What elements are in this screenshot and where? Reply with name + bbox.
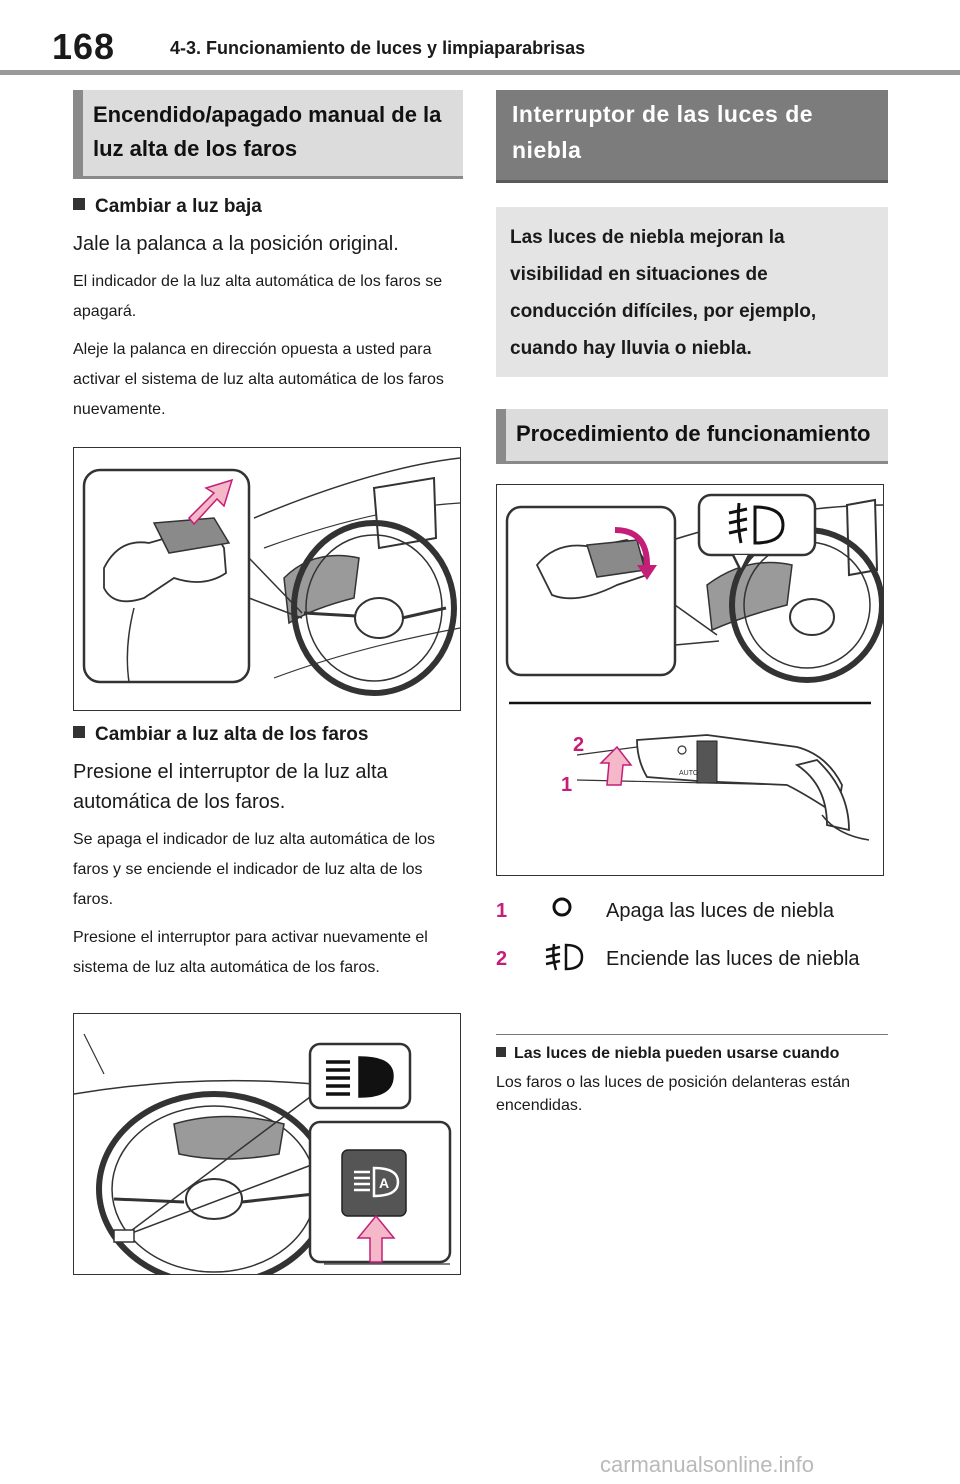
legend-number: 1 [496,900,508,922]
chapter-title: 4-3. Funcionamiento de luces y limpiaparabrisas [170,38,586,58]
paragraph-low-beam-2: Aleje la palanca en dirección opuesta a usted para activar el sistema de luz alta automática de los faros nuevamente. [73,341,444,418]
svg-text:A: A [379,1175,390,1191]
left-column [73,90,463,1275]
note-body: Los faros o las luces de posición delanteras están encendidas. [496,1074,850,1114]
note-divider [496,1034,888,1035]
right-column [496,90,888,1117]
legend-number: 2 [496,948,508,970]
svg-text:AUTO: AUTO [679,770,699,777]
legend-item-2 [496,938,888,982]
fog-light-icon [540,940,586,983]
figure-lever-pull [73,447,461,711]
instruction-low-beam: Jale la palanca a la posición original. [73,233,399,255]
square-bullet-icon [73,726,85,738]
figure-auto-high-beam-switch [73,1013,461,1275]
paragraph-high-beam-1: Se apaga el indicador de luz alta automática de los faros y se enciende el indicador de luz alta de los faros. [73,831,436,908]
page-number: 168 [52,26,116,67]
paragraph-low-beam-1: El indicador de la luz alta automática de los faros se apagará. [73,273,443,320]
square-bullet-icon [73,198,85,210]
legend-list [496,890,888,982]
instruction-high-beam: Presione el interruptor de la luz alta automática de los faros. [73,761,388,813]
page-header [0,0,960,76]
figure-fog-switch [496,484,884,876]
section-heading-procedure: Procedimiento de funcionamiento [496,409,888,464]
section-heading-high-beam: Encendido/apagado manual de la luz alta de los faros [73,90,463,179]
lever-pull-illustration [74,448,460,710]
subheading-high-beam: Cambiar a luz alta de los faros [73,721,463,749]
watermark: carmanualsonline.info [600,1452,815,1477]
fog-switch-illustration [497,485,883,875]
header-rule [0,70,960,75]
note-heading: Las luces de niebla pueden usarse cuando [496,1043,888,1065]
subheading-low-beam: Cambiar a luz baja [73,193,463,221]
auto-high-beam-illustration [74,1014,460,1274]
legend-text: Apaga las luces de niebla [606,900,834,922]
square-bullet-icon [496,1047,506,1057]
figure-label-2: 2 [573,734,585,756]
legend-text: Enciende las luces de niebla [606,948,860,970]
legend-item-1 [496,890,888,934]
fog-lights-intro: Las luces de niebla mejoran la visibilidad en situaciones de conducción difíciles, por ejemplo, cuando hay lluvia o niebla. [496,207,888,377]
figure-label-1: 1 [561,774,573,796]
section-heading-fog-lights: Interruptor de las luces de niebla [496,90,888,183]
ring-icon [546,892,576,931]
paragraph-high-beam-2: Presione el interruptor para activar nuevamente el sistema de luz alta automática de los faros. [73,929,428,976]
